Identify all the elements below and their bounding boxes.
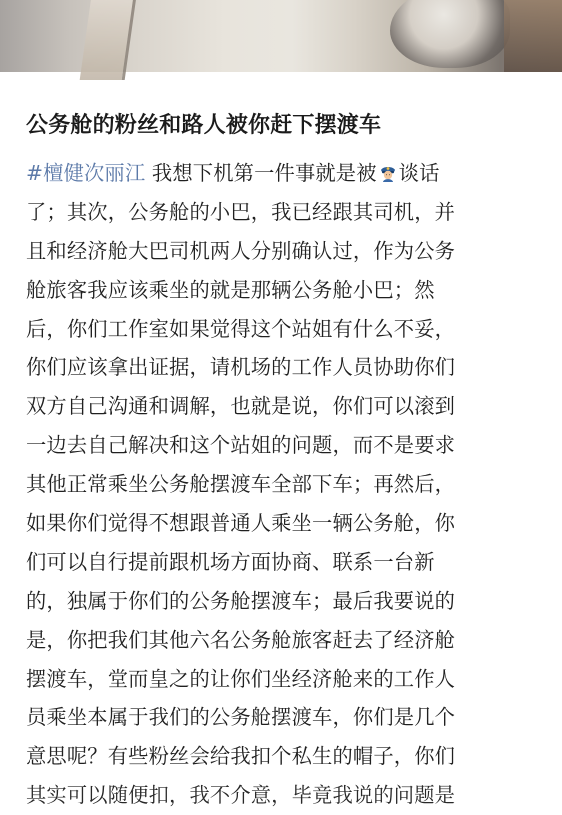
line1-after-icon: 谈话 — [398, 161, 440, 185]
body-line-4: 舱旅客我应该乘坐的就是那辆公务舱小巴；然 — [26, 277, 435, 302]
post-title: 公务舱的粉丝和路人被你赶下摆渡车 — [26, 113, 382, 138]
post-photo[interactable] — [0, 0, 562, 72]
body-line-3: 且和经济舱大巴司机两人分别确认过，作为公务 — [26, 238, 456, 263]
police-officer-icon — [378, 157, 398, 177]
body-line-7: 双方自己沟通和调解，也就是说，你们可以滚到 — [26, 394, 456, 419]
body-line-8: 一边去自己解决和这个站姐的问题，而不是要求 — [26, 433, 456, 458]
line1-spacer — [145, 161, 152, 185]
body-line-12: 的，独属于你们的公务舱摆渡车；最后我要说的 — [26, 588, 456, 613]
body-line-13: 是，你把我们其他六名公务舱旅客赶去了经济舱 — [26, 627, 456, 652]
body-line-17: 其实可以随便扣，我不介意，毕竟我说的问题是 — [26, 783, 456, 808]
body-line-6: 你们应该拿出证据，请机场的工作人员协助你们 — [26, 355, 456, 380]
hashtag-link[interactable]: #檀健次丽江 — [26, 161, 146, 185]
body-line-9: 其他正常乘坐公务舱摆渡车全部下车；再然后， — [26, 472, 456, 497]
body-line-10: 如果你们觉得不想跟普通人乘坐一辆公务舱，你 — [26, 511, 456, 536]
photo-frame-left — [80, 0, 138, 80]
body-line-5: 后，你们工作室如果觉得这个站姐有什么不妥， — [26, 316, 456, 341]
body-line-2: 了；其次，公务舱的小巴，我已经跟其司机，并 — [26, 199, 456, 224]
body-line-11: 们可以自行提前跟机场方面协商、联系一台新 — [26, 549, 435, 574]
photo-subject-shape — [390, 0, 510, 68]
body-line-14: 摆渡车，堂而皇之的让你们坐经济舱来的工作人 — [26, 666, 456, 691]
line1-before-icon: 我想下机第一件事就是被 — [151, 161, 377, 185]
post-body — [26, 154, 552, 815]
body-line-1 — [26, 154, 552, 193]
body-line-15: 员乘坐本属于我们的公务舱摆渡车，你们是几个 — [26, 705, 456, 730]
photo-right-accent — [504, 0, 562, 72]
body-line-16: 意思呢？有些粉丝会给我扣个私生的帽子，你们 — [26, 744, 456, 769]
